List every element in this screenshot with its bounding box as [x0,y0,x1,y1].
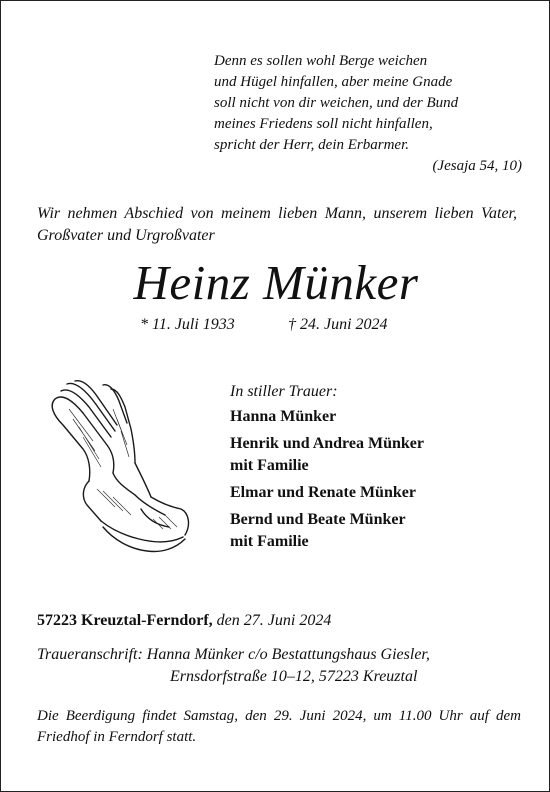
mourner-name: Elmar und Renate Münker [230,484,416,501]
mourner-entry [230,406,530,428]
verse-line: Denn es sollen wohl Berge weichen [214,53,428,69]
verse-line: und Hügel hinfallen, aber meine Gnade [214,74,453,90]
mourner-entry [230,509,530,553]
mourner-name: Henrik und Andrea Münker [230,435,424,452]
verse-line: meines Friedens soll nicht hinfallen, [214,116,433,132]
verse-line: soll nicht von dir weichen, und der Bund [214,95,459,111]
address-line-1: Traueranschrift: Hanna Münker c/o Bestattungshaus Giesler, [37,646,430,663]
mourner-entry [230,482,530,504]
place: 57223 Kreuztal-Ferndorf, [37,612,213,629]
date: den 27. Juni 2024 [216,612,332,629]
funeral-info: Die Beerdigung findet Samstag, den 29. Juni 2024, um 11.00 Uhr auf dem Friedhof in Ferndorf statt. [37,708,521,745]
mourners-list [230,381,530,558]
verse-reference: (Jesaja 54, 10) [432,158,522,174]
verse-line: spricht der Herr, dein Erbarmer. [214,137,409,153]
address-line-2: Ernsdorfstraße 10–12, 57223 Kreuztal [170,668,418,685]
mourning-address [37,644,517,688]
mourners-heading: In stiller Trauer: [230,383,338,400]
bible-verse [214,51,524,177]
place-date-line [37,610,517,632]
mourner-entry [230,433,530,477]
mourner-name: Hanna Münker [230,408,337,425]
intro-text: Wir nehmen Abschied von meinem lieben Mann, unserem lieben Vater, Großvater und Urgroßvater [37,205,517,244]
death-date: † 24. Juni 2024 [288,316,388,333]
mourner-note: mit Familie [230,457,309,474]
praying-hands-icon [43,379,193,554]
deceased-name: Heinz Münker [133,255,419,310]
birth-date: * 11. Juli 1933 [140,316,235,333]
mourner-note: mit Familie [230,533,309,550]
mourner-name: Bernd und Beate Münker [230,511,406,528]
